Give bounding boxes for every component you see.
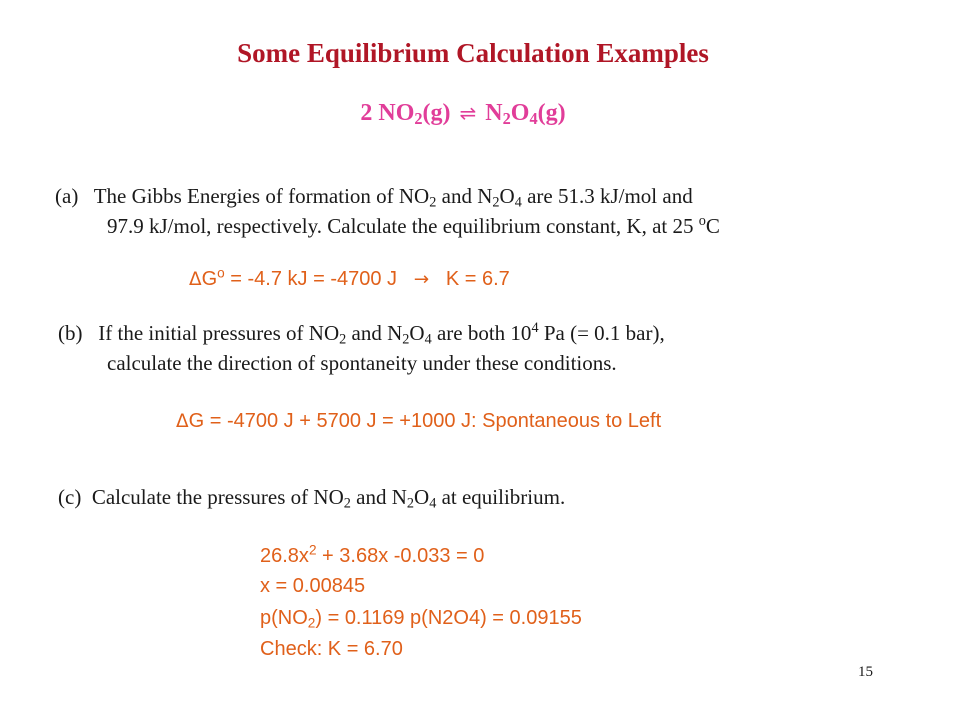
exponent-superscript: 4 bbox=[531, 320, 539, 337]
part-b-line-1 bbox=[58, 321, 665, 346]
part-c-answer-text: + 3.68x -0.033 = 0 bbox=[316, 545, 485, 567]
part-c-sub: 4 bbox=[429, 495, 437, 512]
part-a-text: O bbox=[499, 184, 515, 208]
part-b-text: and N bbox=[346, 321, 403, 345]
reaction-right-o: O bbox=[510, 100, 530, 126]
reaction-equation bbox=[0, 100, 926, 127]
part-c-answer-quadratic bbox=[260, 542, 485, 568]
standard-superscript: o bbox=[217, 265, 225, 281]
part-a-sub: 2 bbox=[492, 194, 500, 211]
part-a-sub: 4 bbox=[514, 194, 522, 211]
part-c-answer-text: 26.8x bbox=[260, 545, 309, 567]
degree-superscript: o bbox=[698, 213, 706, 230]
part-a-answer bbox=[189, 265, 510, 291]
part-b-answer bbox=[176, 410, 661, 433]
part-b-answer-text: G = -4700 J + 5700 J = +1000 J: Spontaneous to Left bbox=[188, 410, 662, 432]
delta-icon: Δ bbox=[176, 411, 189, 432]
reaction-right-subscript-1: 2 bbox=[502, 109, 511, 129]
reaction-left: 2 NO bbox=[360, 100, 415, 126]
part-c-answer-check: Check: K = 6.70 bbox=[260, 638, 403, 660]
part-c-answer-sub: 2 bbox=[307, 615, 316, 631]
part-c-sub: 2 bbox=[343, 495, 351, 512]
part-a-sub: 2 bbox=[429, 194, 437, 211]
part-a-label: (a) bbox=[55, 184, 79, 208]
part-c-text: at equilibrium. bbox=[436, 485, 566, 509]
reaction-left-subscript: 2 bbox=[414, 109, 423, 129]
part-b-line-2: calculate the direction of spontaneity under these conditions. bbox=[107, 351, 617, 375]
part-a-line-1 bbox=[55, 184, 693, 209]
part-a-answer-text: K = 6.7 bbox=[445, 268, 510, 290]
part-c-answer-pressures bbox=[260, 607, 582, 630]
part-b-text: If the initial pressures of NO bbox=[98, 321, 340, 345]
equilibrium-arrow-icon: ⇌ bbox=[459, 101, 477, 125]
part-a-answer-text: = -4.7 kJ = -4700 J bbox=[224, 268, 398, 290]
part-a-text: The Gibbs Energies of formation of NO bbox=[93, 184, 430, 208]
part-b-sub: 2 bbox=[402, 331, 410, 348]
part-c-answer-text: p(NO bbox=[260, 607, 308, 629]
part-c-answer-x: x = 0.00845 bbox=[260, 575, 366, 597]
slide-title: Some Equilibrium Calculation Examples bbox=[237, 38, 709, 68]
part-b-label: (b) bbox=[58, 321, 83, 345]
part-a-text: C bbox=[705, 214, 720, 238]
part-c-text: Calculate the pressures of NO bbox=[91, 485, 344, 509]
part-b-text: O bbox=[409, 321, 425, 345]
part-a-text: and N bbox=[436, 184, 493, 208]
part-a-line-2 bbox=[107, 214, 720, 239]
page-number: 15 bbox=[858, 664, 873, 680]
part-b-sub: 4 bbox=[424, 331, 432, 348]
part-a-text: 97.9 kJ/mol, respectively. Calculate the equilibrium constant, K, at 25 bbox=[107, 214, 699, 238]
reaction-left-state: (g) bbox=[422, 100, 451, 126]
part-c-label: (c) bbox=[58, 485, 82, 509]
part-c-answer-text: ) = 0.1169 p(N2O4) = 0.09155 bbox=[315, 607, 582, 629]
reaction-right-n: N bbox=[485, 100, 503, 126]
reaction-right-subscript-2: 4 bbox=[529, 109, 538, 129]
reaction-right-state: (g) bbox=[537, 100, 566, 126]
delta-icon: Δ bbox=[189, 269, 202, 290]
part-a-text: are 51.3 kJ/mol and bbox=[521, 184, 693, 208]
square-superscript: 2 bbox=[308, 542, 317, 558]
part-c-sub: 2 bbox=[406, 495, 415, 512]
part-a-answer-text: G bbox=[201, 268, 218, 290]
part-b-sub: 2 bbox=[339, 331, 347, 348]
right-arrow-icon: → bbox=[413, 269, 430, 290]
part-c-line-1 bbox=[58, 485, 565, 510]
part-c-text: and N bbox=[350, 485, 407, 509]
part-b-text: are both 10 bbox=[431, 321, 532, 345]
part-b-text: Pa (= 0.1 bar), bbox=[538, 321, 665, 345]
part-c-text: O bbox=[414, 485, 430, 509]
